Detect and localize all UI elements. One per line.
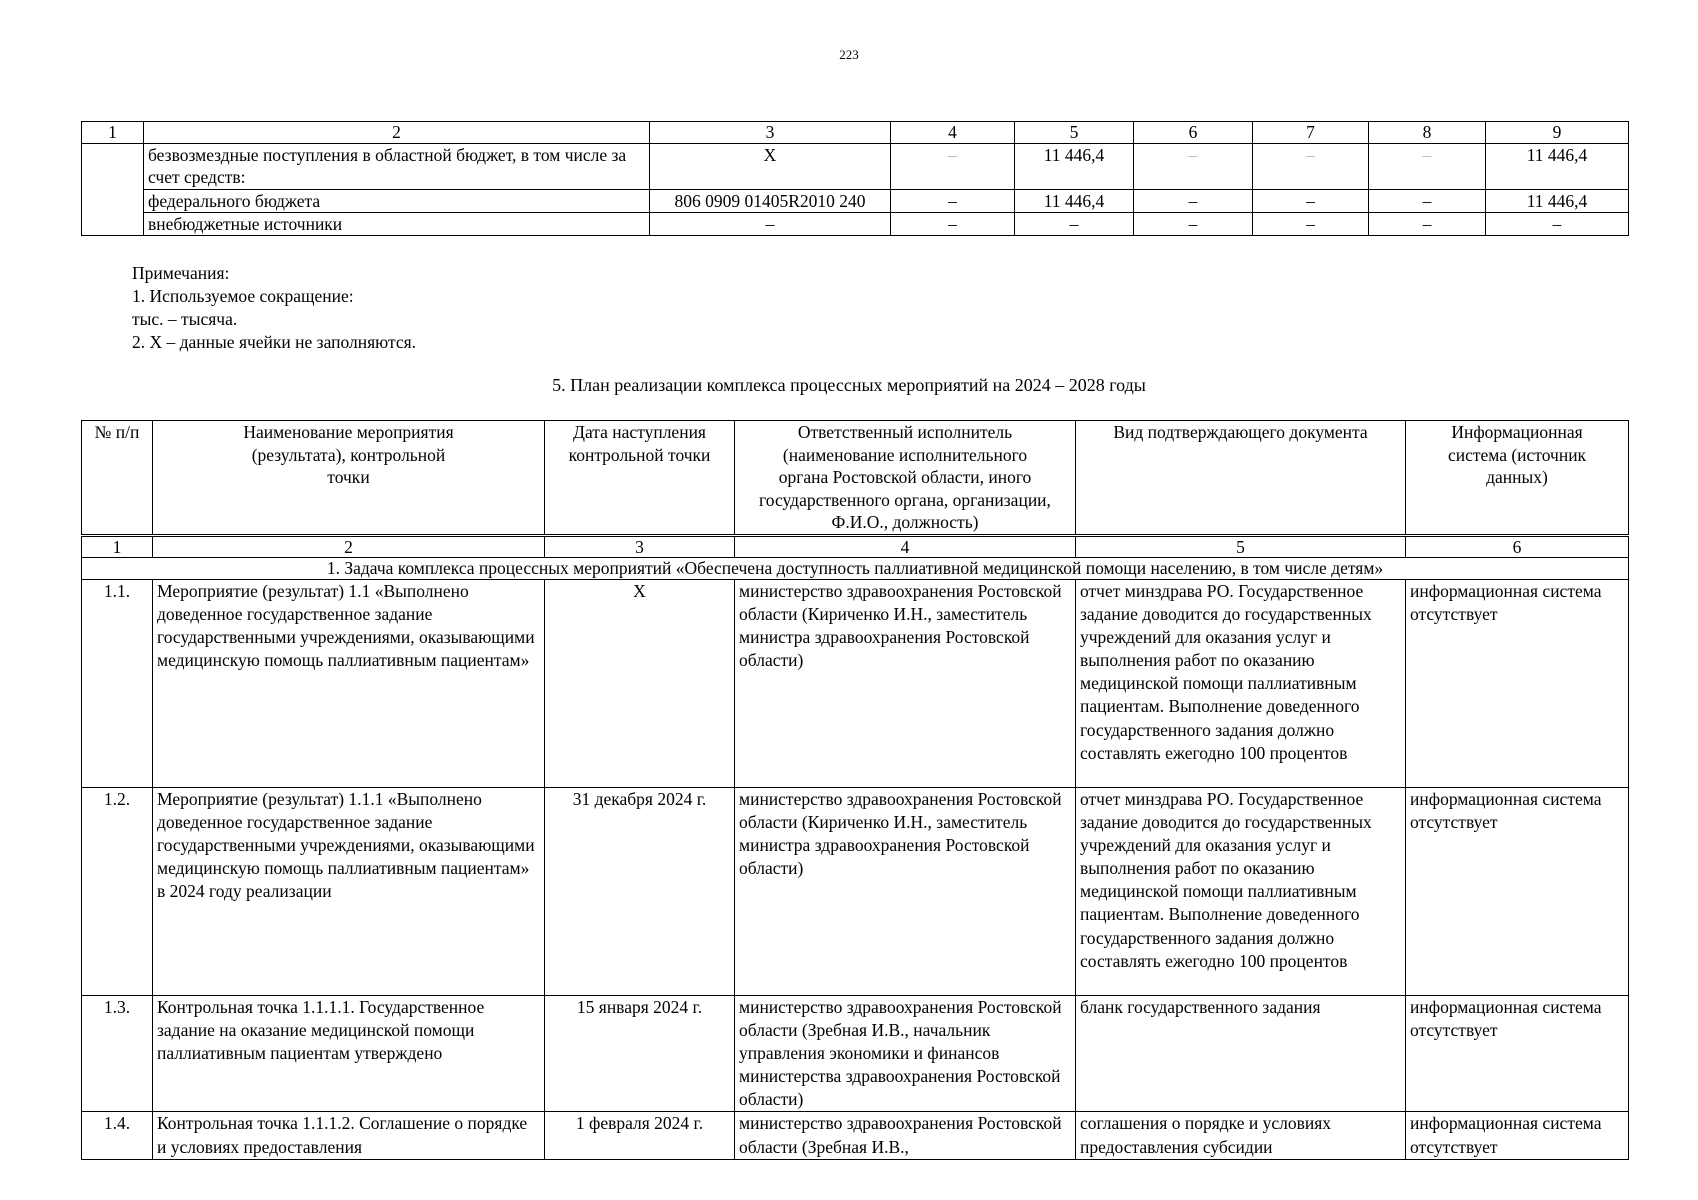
financing-value-cell: – [891,190,1015,213]
financing-value-cell: – [1486,213,1629,236]
financing-value-cell: – [1369,213,1486,236]
financing-header-cell: 7 [1253,122,1369,144]
financing-header-cell: 5 [1015,122,1134,144]
financing-value-cell: – [1253,190,1369,213]
plan-number-cell: 3 [545,536,735,558]
financing-value-cell: – [1134,190,1253,213]
plan-row-date: 15 января 2024 г. [545,996,735,1112]
plan-number-cell: 2 [153,536,545,558]
plan-row-document: соглашения о порядке и условиях предоставления субсидии [1076,1112,1406,1159]
financing-header-cell: 2 [144,122,650,144]
plan-row-info-system: информационная система отсутствует [1406,580,1629,788]
financing-value-cell: 11 446,4 [1015,190,1134,213]
financing-header-cell: 6 [1134,122,1253,144]
financing-value-cell: 11 446,4 [1015,144,1134,190]
plan-row [82,996,1629,1112]
plan-row [82,1112,1629,1159]
financing-value-cell: – [891,144,1015,190]
financing-header-cell: 8 [1369,122,1486,144]
plan-header-cell: № п/п [82,421,153,536]
plan-row-executor: министерство здравоохранения Ростовской области (Кириченко И.Н., заместитель министра здравоохранения Ростовской области) [735,580,1076,788]
plan-row-name: Мероприятие (результат) 1.1 «Выполнено доведенное государственное задание государственными учреждениями, оказывающими медицинскую помощь паллиативным пациентам» [153,580,545,788]
financing-value-cell: 11 446,4 [1486,190,1629,213]
notes-block [132,262,416,354]
financing-header-cell: 1 [82,122,144,144]
financing-name-cell: внебюджетные источники [144,213,650,236]
financing-value-cell: – [1015,213,1134,236]
plan-row-executor: министерство здравоохранения Ростовской области (Кириченко И.Н., заместитель министра здравоохранения Ростовской области) [735,788,1076,996]
notes-line: 1. Используемое сокращение: [132,286,354,306]
plan-number-cell: 5 [1076,536,1406,558]
financing-header-cell: 9 [1486,122,1629,144]
plan-row-number: 1.1. [82,580,153,788]
financing-value-cell: – [1253,213,1369,236]
page-number: 223 [839,47,859,62]
notes-title: Примечания: [132,263,230,283]
financing-row [82,144,1629,190]
plan-row-date: 31 декабря 2024 г. [545,788,735,996]
plan-row-info-system: информационная система отсутствует [1406,996,1629,1112]
plan-row-date: X [545,580,735,788]
plan-row-name: Контрольная точка 1.1.1.2. Соглашение о порядке и условиях предоставления [153,1112,545,1159]
plan-row-name: Мероприятие (результат) 1.1.1 «Выполнено доведенное государственное задание государственными учреждениями, оказывающими медицинскую помощь паллиативным пациентам» в 2024 году реализации [153,788,545,996]
plan-row-name: Контрольная точка 1.1.1.1. Государственное задание на оказание медицинской помощи паллиативным пациентам утверждено [153,996,545,1112]
plan-header-cell: Информационная система (источник данных) [1406,421,1629,536]
financing-header-cell: 4 [891,122,1015,144]
plan-row-info-system: информационная система отсутствует [1406,788,1629,996]
notes-line: тыс. – тысяча. [132,309,238,329]
plan-number-row [82,536,1629,558]
plan-row-document: бланк государственного задания [1076,996,1406,1112]
plan-row-number: 1.4. [82,1112,153,1159]
plan-number-cell: 1 [82,536,153,558]
plan-row [82,788,1629,996]
notes-line: 2. X – данные ячейки не заполняются. [132,332,417,352]
financing-value-cell: 11 446,4 [1486,144,1629,190]
financing-name-cell: федерального бюджета [144,190,650,213]
plan-number-cell: 6 [1406,536,1629,558]
plan-row-number: 1.2. [82,788,153,996]
plan-table [81,420,1629,1160]
financing-value-cell: – [1134,144,1253,190]
plan-row-info-system: информационная система отсутствует [1406,1112,1629,1159]
plan-header-cell: Ответственный исполнитель (наименование исполнительного органа Ростовской области, иного государственного органа, организации, Ф.И.О., должность) [735,421,1076,536]
plan-task-row [82,558,1629,580]
financing-header-row [82,122,1629,144]
plan-header-cell: Дата наступления контрольной точки [545,421,735,536]
plan-number-cell: 4 [735,536,1076,558]
section-title: 5. План реализации комплекса процессных мероприятий на 2024 – 2028 годы [552,375,1146,395]
financing-value-cell: – [1369,190,1486,213]
plan-task-cell: 1. Задача комплекса процессных мероприятий «Обеспечена доступность паллиативной медицинской помощи населению, в том числе детям» [82,558,1629,580]
financing-value-cell: – [1134,213,1253,236]
plan-header-cell: Наименование мероприятия (результата), контрольной точки [153,421,545,536]
plan-row-document: отчет минздрава РО. Государственное задание доводится до государственных учреждений для оказания услуг и выполнения работ по оказанию медицинской помощи паллиативным пациентам. Выполнение доведенного государственного задания должно составлять ежегодно 100 процентов [1076,788,1406,996]
financing-index-cell [82,144,144,236]
financing-row [82,190,1629,213]
financing-value-cell: – [891,213,1015,236]
plan-header-cell: Вид подтверждающего документа [1076,421,1406,536]
financing-value-cell: – [1253,144,1369,190]
financing-header-cell: 3 [650,122,891,144]
plan-row-date: 1 февраля 2024 г. [545,1112,735,1159]
plan-header-row [82,421,1629,536]
financing-table [81,121,1629,236]
plan-row [82,580,1629,788]
financing-name-cell: безвозмездные поступления в областной бюджет, в том числе за счет средств: [144,144,650,190]
plan-row-number: 1.3. [82,996,153,1112]
plan-row-executor: министерство здравоохранения Ростовской области (Зребная И.В., [735,1112,1076,1159]
financing-code-cell: 806 0909 01405R2010 240 [650,190,891,213]
financing-row [82,213,1629,236]
plan-row-executor: министерство здравоохранения Ростовской области (Зребная И.В., начальник управления экономики и финансов министерства здравоохранения Ростовской области) [735,996,1076,1112]
plan-row-document: отчет минздрава РО. Государственное задание доводится до государственных учреждений для оказания услуг и выполнения работ по оказанию медицинской помощи паллиативным пациентам. Выполнение доведенного государственного задания должно составлять ежегодно 100 процентов [1076,580,1406,788]
financing-code-cell: X [650,144,891,190]
financing-code-cell: – [650,213,891,236]
financing-value-cell: – [1369,144,1486,190]
